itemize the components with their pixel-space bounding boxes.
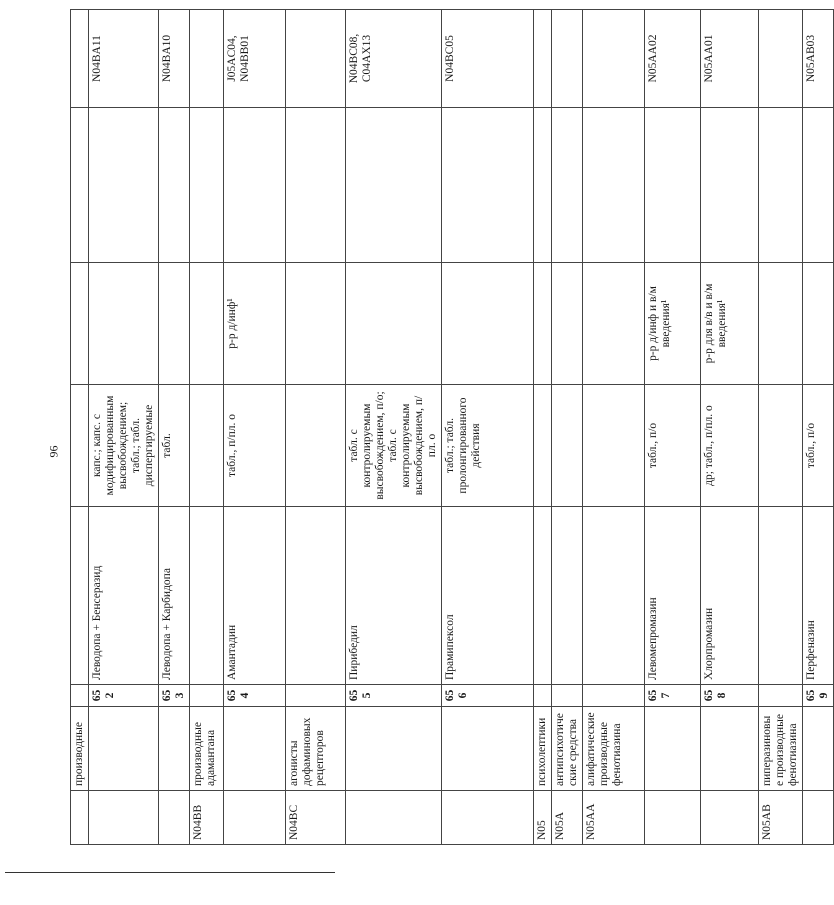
table-row [701,10,759,845]
drug-name-cell [534,507,552,685]
note-cell [552,108,583,263]
group-name-cell: психолептики [534,707,552,791]
row-number-cell: 657 [645,685,701,707]
atc-ref-code-cell [583,10,645,108]
row-number-cell [71,685,89,707]
note-cell [645,108,701,263]
atc-code-cell [645,791,701,845]
note-cell [803,108,834,263]
atc-code-cell: N05 [534,791,552,845]
drug-name-cell [286,507,346,685]
row-number-cell [552,685,583,707]
dosage-form-cell [286,385,346,507]
note-cell [534,108,552,263]
group-name-cell: алифатические производные фенотиазина [583,707,645,791]
row-number-cell [759,685,803,707]
group-name-cell [224,707,286,791]
atc-code-cell: N05AA [583,791,645,845]
injection-form-cell [803,263,834,385]
note-cell [286,108,346,263]
drug-name-cell [552,507,583,685]
group-name-cell: антипсихотические средства [552,707,583,791]
note-cell [71,108,89,263]
group-name-cell: агонисты дофаминовых рецепторов [286,707,346,791]
atc-code-cell [89,791,159,845]
drug-name-cell: Перфеназин [803,507,834,685]
atc-ref-code-cell: N04BC08, C04AX13 [346,10,442,108]
group-name-cell [645,707,701,791]
atc-code-cell [442,791,534,845]
dosage-form-cell: капс.; капс. с модифицированным высвобождением; табл.; табл. диспергируемые [89,385,159,507]
note-cell [159,108,190,263]
atc-ref-code-cell: N05AA01 [701,10,759,108]
atc-ref-code-cell: N04BC05 [442,10,534,108]
atc-ref-code-cell: N04BA10 [159,10,190,108]
group-name-cell [803,707,834,791]
atc-code-cell [701,791,759,845]
table-row [224,10,286,845]
row-number-cell [190,685,224,707]
note-cell [89,108,159,263]
table-row [552,10,583,845]
injection-form-cell [159,263,190,385]
injection-form-cell [583,263,645,385]
atc-code-cell: N05AB [759,791,803,845]
atc-code-cell [346,791,442,845]
table-row [583,10,645,845]
dosage-form-cell: табл. [159,385,190,507]
atc-ref-code-cell: J05AC04, N04BB01 [224,10,286,108]
row-number-cell [286,685,346,707]
note-cell [190,108,224,263]
dosage-form-cell: табл., п/о [645,385,701,507]
drug-name-cell: Пирибедил [346,507,442,685]
dosage-form-cell [190,385,224,507]
dosage-form-cell: др; табл., п/пл. о [701,385,759,507]
row-number-cell: 656 [442,685,534,707]
drug-name-cell [759,507,803,685]
atc-code-cell: N04BB [190,791,224,845]
note-cell [583,108,645,263]
drug-name-cell: Леводопа + Карбидопа [159,507,190,685]
table-row [645,10,701,845]
atc-ref-code-cell [534,10,552,108]
footer-rule [5,872,335,873]
drug-name-cell: Амантадин [224,507,286,685]
table-row [89,10,159,845]
drug-name-cell: Левомепромазин [645,507,701,685]
table-row [346,10,442,845]
atc-ref-code-cell [71,10,89,108]
drug-table [70,9,834,845]
atc-code-cell [71,791,89,845]
drug-name-cell [583,507,645,685]
row-number-cell: 658 [701,685,759,707]
dosage-form-cell [759,385,803,507]
group-name-cell [701,707,759,791]
table-row [803,10,834,845]
injection-form-cell [552,263,583,385]
row-number-cell [583,685,645,707]
table-row [159,10,190,845]
row-number-cell: 653 [159,685,190,707]
row-number-cell: 652 [89,685,159,707]
table-row [71,10,89,845]
dosage-form-cell: табл. с контролируемым высвобождением, п/о; табл. с контролируемым высвобождением, п/пл. о [346,385,442,507]
atc-ref-code-cell [759,10,803,108]
dosage-form-cell [583,385,645,507]
injection-form-cell: р-р д/инф¹ [224,263,286,385]
injection-form-cell [534,263,552,385]
group-name-cell [442,707,534,791]
group-name-cell [346,707,442,791]
injection-form-cell [190,263,224,385]
atc-ref-code-cell [552,10,583,108]
dosage-form-cell: табл., п/пл. о [224,385,286,507]
row-number-cell: 659 [803,685,834,707]
atc-ref-code-cell: N05AA02 [645,10,701,108]
drug-name-cell [71,507,89,685]
table-row [442,10,534,845]
atc-ref-code-cell: N05AB03 [803,10,834,108]
injection-form-cell: р-р для в/в и в/м введения¹ [701,263,759,385]
injection-form-cell: р-р д/инф и в/м введения¹ [645,263,701,385]
injection-form-cell [346,263,442,385]
note-cell [759,108,803,263]
dosage-form-cell: табл.; табл. пролонгированного действия [442,385,534,507]
drug-table-frame [70,10,830,845]
atc-code-cell [224,791,286,845]
injection-form-cell [442,263,534,385]
drug-name-cell: Хлорпромазин [701,507,759,685]
atc-ref-code-cell [286,10,346,108]
injection-form-cell [286,263,346,385]
dosage-form-cell: табл., п/о [803,385,834,507]
atc-code-cell: N04BC [286,791,346,845]
page-number: 96 [46,445,61,458]
table-row [534,10,552,845]
atc-code-cell [159,791,190,845]
injection-form-cell [89,263,159,385]
group-name-cell: пиперазиновые производные фенотиазина [759,707,803,791]
note-cell [442,108,534,263]
note-cell [224,108,286,263]
group-name-cell: производные [71,707,89,791]
table-row [190,10,224,845]
group-name-cell [159,707,190,791]
table-row [286,10,346,845]
row-number-cell: 655 [346,685,442,707]
row-number-cell [534,685,552,707]
dosage-form-cell [534,385,552,507]
atc-code-cell [803,791,834,845]
group-name-cell: производные адамантана [190,707,224,791]
atc-ref-code-cell: N04BA11 [89,10,159,108]
injection-form-cell [759,263,803,385]
group-name-cell [89,707,159,791]
row-number-cell: 654 [224,685,286,707]
note-cell [346,108,442,263]
dosage-form-cell [552,385,583,507]
drug-name-cell [190,507,224,685]
injection-form-cell [71,263,89,385]
table-row [759,10,803,845]
atc-ref-code-cell [190,10,224,108]
drug-name-cell: Прамипексол [442,507,534,685]
drug-name-cell: Леводопа + Бенсеразид [89,507,159,685]
dosage-form-cell [71,385,89,507]
atc-code-cell: N05A [552,791,583,845]
note-cell [701,108,759,263]
